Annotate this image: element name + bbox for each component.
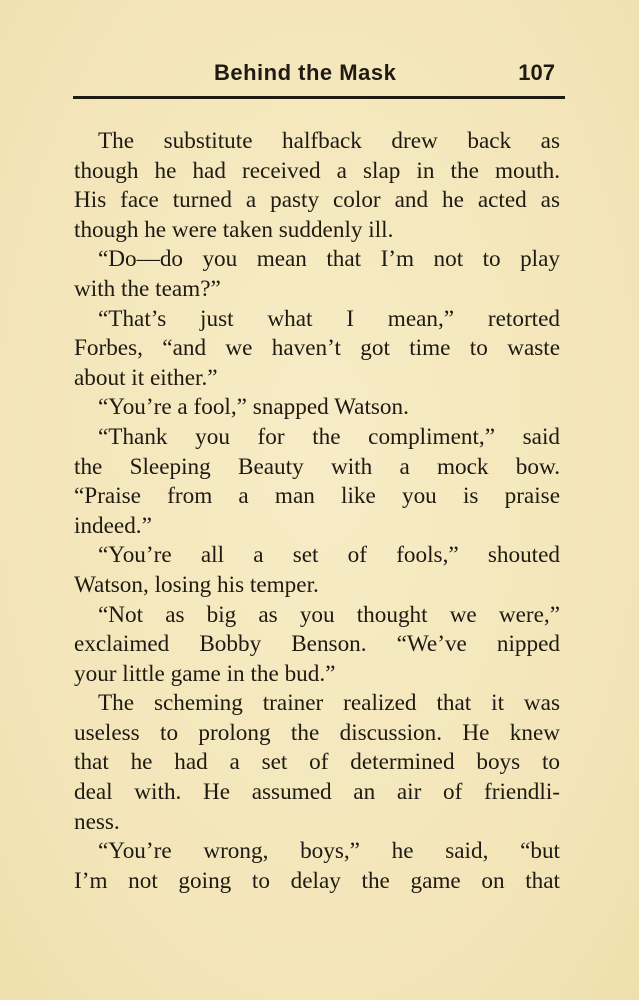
body-text: [74, 127, 560, 896]
text-line: “You’re a fool,” snapped Watson.: [98, 394, 409, 421]
text-line: ness.: [74, 808, 120, 835]
text-line: useless to prolong the discussion. He knew: [74, 719, 560, 746]
text-line: with the team?”: [74, 275, 221, 302]
page-header: [75, 58, 561, 92]
text-line: “You’re all a set of fools,” shouted: [98, 542, 560, 569]
text-line: “Thank you for the compliment,” said: [98, 423, 560, 450]
text-line: indeed.”: [74, 512, 152, 539]
text-line: the Sleeping Beauty with a mock bow.: [74, 453, 560, 480]
text-line: that he had a set of determined boys to: [74, 749, 560, 776]
text-line: “Not as big as you thought we were,”: [98, 601, 560, 628]
running-title: Behind the Mask: [214, 60, 397, 85]
header-rule: [73, 96, 565, 99]
text-line: exclaimed Bobby Benson. “We’ve nipped: [74, 631, 560, 658]
text-line: about it either.”: [74, 364, 218, 391]
text-line: I’m not going to delay the game on that: [74, 867, 560, 894]
text-line: The substitute halfback drew back as: [98, 128, 560, 154]
text-line: deal with. He assumed an air of friendli-: [74, 779, 560, 806]
text-line: His face turned a pasty color and he acted as: [74, 187, 560, 214]
text-line: The scheming trainer realized that it was: [98, 690, 560, 717]
text-line: “You’re wrong, boys,” he said, “but: [98, 838, 560, 865]
text-line: Forbes, “and we haven’t got time to waste: [74, 335, 560, 362]
text-line: Watson, losing his temper.: [74, 571, 319, 598]
text-line: though he were taken suddenly ill.: [74, 216, 394, 243]
page-number: 107: [518, 60, 555, 85]
text-line: though he had received a slap in the mouth.: [74, 157, 560, 184]
text-line: “That’s just what I mean,” retorted: [98, 305, 560, 332]
text-line: your little game in the bud.”: [74, 660, 336, 687]
text-line: “Praise from a man like you is praise: [74, 483, 560, 510]
text-line: “Do—do you mean that I’m not to play: [98, 246, 560, 273]
